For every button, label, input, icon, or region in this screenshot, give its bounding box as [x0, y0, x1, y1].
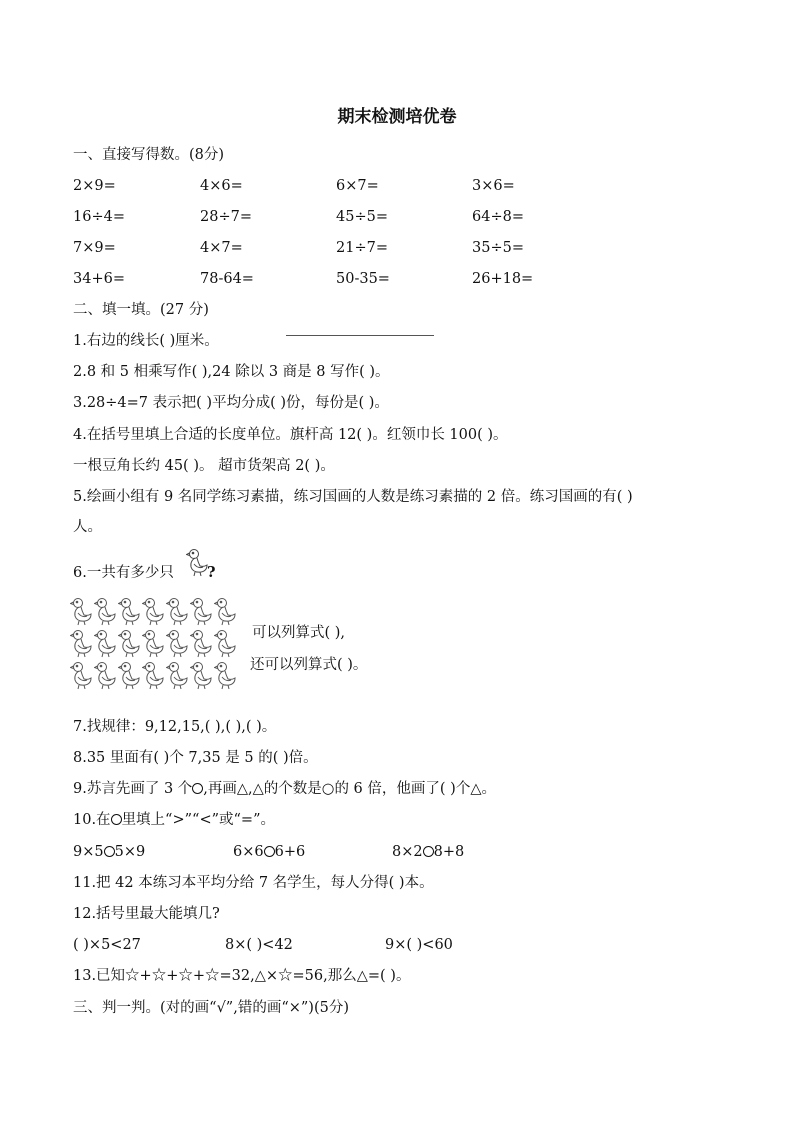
- duck-icon: [94, 596, 116, 630]
- calc-item: 16÷4=: [73, 209, 125, 225]
- duck-icon: [142, 628, 164, 662]
- calc-item: 2×9=: [73, 178, 116, 194]
- question-9-part-b: ,再画△,△的个数是○的 6 倍，他画了( )个△。: [203, 781, 496, 797]
- duck-icon: [190, 596, 212, 630]
- question-6-formula-2: 还可以列算式( )。: [250, 657, 368, 673]
- duck-icon: [214, 660, 236, 694]
- question-5: 5.绘画小组有 9 名同学练习素描，练习国画的人数是练习素描的 2 倍。练习国画的有( ): [73, 489, 633, 505]
- question-4: 4.在括号里填上合适的长度单位。旗杆高 12( )。红领巾长 100( )。: [73, 427, 508, 443]
- question-9: [73, 780, 496, 798]
- calc-item: 35÷5=: [472, 240, 524, 256]
- question-6-prefix: 6.一共有多少只: [73, 565, 174, 581]
- question-6-formula-1: 可以列算式( ),: [252, 625, 346, 641]
- compare-circle-icon[interactable]: [104, 846, 115, 857]
- compare-item-1: [73, 843, 145, 861]
- duck-icon: [118, 596, 140, 630]
- compare-left: 8×2: [392, 844, 423, 860]
- page-title: 期末检测培优卷: [337, 107, 457, 127]
- duck-icon: [94, 628, 116, 662]
- calc-item: 21÷7=: [336, 240, 388, 256]
- question-13: 13.已知☆+☆+☆+☆=32,△×☆=56,那么△=( )。: [73, 968, 411, 984]
- compare-left: 9×5: [73, 844, 104, 860]
- compare-right: 8+8: [433, 844, 465, 860]
- compare-left: 6×6: [233, 844, 264, 860]
- duck-icon: [186, 547, 208, 577]
- fill-item: 9×( )<60: [385, 937, 453, 953]
- duck-icon: [166, 628, 188, 662]
- question-7: 7.找规律：9,12,15,( ),( ),( )。: [73, 719, 277, 735]
- duck-icon: [142, 660, 164, 694]
- circle-icon: [192, 783, 203, 794]
- section1-heading: 一、直接写得数。(8分): [73, 147, 225, 163]
- duck-icon: [190, 660, 212, 694]
- section3-heading: 三、判一判。(对的画“√”,错的画“×”)(5分): [73, 1000, 350, 1016]
- fill-item: 8×( )<42: [225, 937, 293, 953]
- question-12: 12.括号里最大能填几?: [73, 906, 220, 922]
- compare-circle-icon[interactable]: [423, 846, 434, 857]
- question-10-part-a: 10.在: [73, 812, 111, 828]
- circle-icon: [111, 814, 122, 825]
- calc-item: 26+18=: [472, 271, 534, 287]
- duck-icon: [70, 596, 92, 630]
- duck-icon: [118, 660, 140, 694]
- duck-icon: [142, 596, 164, 630]
- duck-icon: [214, 628, 236, 662]
- calc-item: 78-64=: [200, 271, 254, 287]
- duck-icon: [70, 660, 92, 694]
- question-6-suffix: ?: [207, 564, 216, 581]
- duck-icon: [118, 628, 140, 662]
- compare-item-2: [233, 843, 305, 861]
- duck-group: [70, 596, 240, 696]
- calc-item: 28÷7=: [200, 209, 252, 225]
- duck-icon: [70, 628, 92, 662]
- measure-line: [286, 335, 434, 336]
- calc-item: 45÷5=: [336, 209, 388, 225]
- duck-icon: [214, 596, 236, 630]
- question-10: [73, 811, 275, 829]
- compare-item-3: [392, 843, 464, 861]
- question-8: 8.35 里面有( )个 7,35 是 5 的( )倍。: [73, 750, 318, 766]
- question-5-continued: 人。: [73, 519, 102, 535]
- duck-icon: [166, 660, 188, 694]
- calc-item: 7×9=: [73, 240, 116, 256]
- section2-heading: 二、填一填。(27 分): [73, 302, 209, 318]
- calc-item: 4×6=: [200, 178, 243, 194]
- calc-item: 34+6=: [73, 271, 125, 287]
- duck-icon: [190, 628, 212, 662]
- question-3: 3.28÷4=7 表示把( )平均分成( )份，每份是( )。: [73, 395, 389, 411]
- compare-circle-icon[interactable]: [264, 846, 275, 857]
- compare-right: 6+6: [274, 844, 306, 860]
- fill-item: ( )×5<27: [73, 937, 141, 953]
- question-11: 11.把 42 本练习本平均分给 7 名学生，每人分得( )本。: [73, 875, 434, 891]
- question-6: [73, 564, 174, 582]
- question-4-continued: 一根豆角长约 45( )。 超市货架高 2( )。: [73, 458, 335, 474]
- question-10-part-b: 里填上“>”“<”或“=”。: [121, 812, 275, 828]
- calc-item: 64÷8=: [472, 209, 524, 225]
- calc-item: 4×7=: [200, 240, 243, 256]
- question-1: 1.右边的线长( )厘米。: [73, 333, 219, 349]
- calc-item: 6×7=: [336, 178, 379, 194]
- compare-right: 5×9: [114, 844, 146, 860]
- calc-item: 3×6=: [472, 178, 515, 194]
- duck-icon: [166, 596, 188, 630]
- duck-icon: [94, 660, 116, 694]
- calc-item: 50-35=: [336, 271, 390, 287]
- question-2: 2.8 和 5 相乘写作( ),24 除以 3 商是 8 写作( )。: [73, 364, 390, 380]
- question-9-part-a: 9.苏言先画了 3 个: [73, 781, 193, 797]
